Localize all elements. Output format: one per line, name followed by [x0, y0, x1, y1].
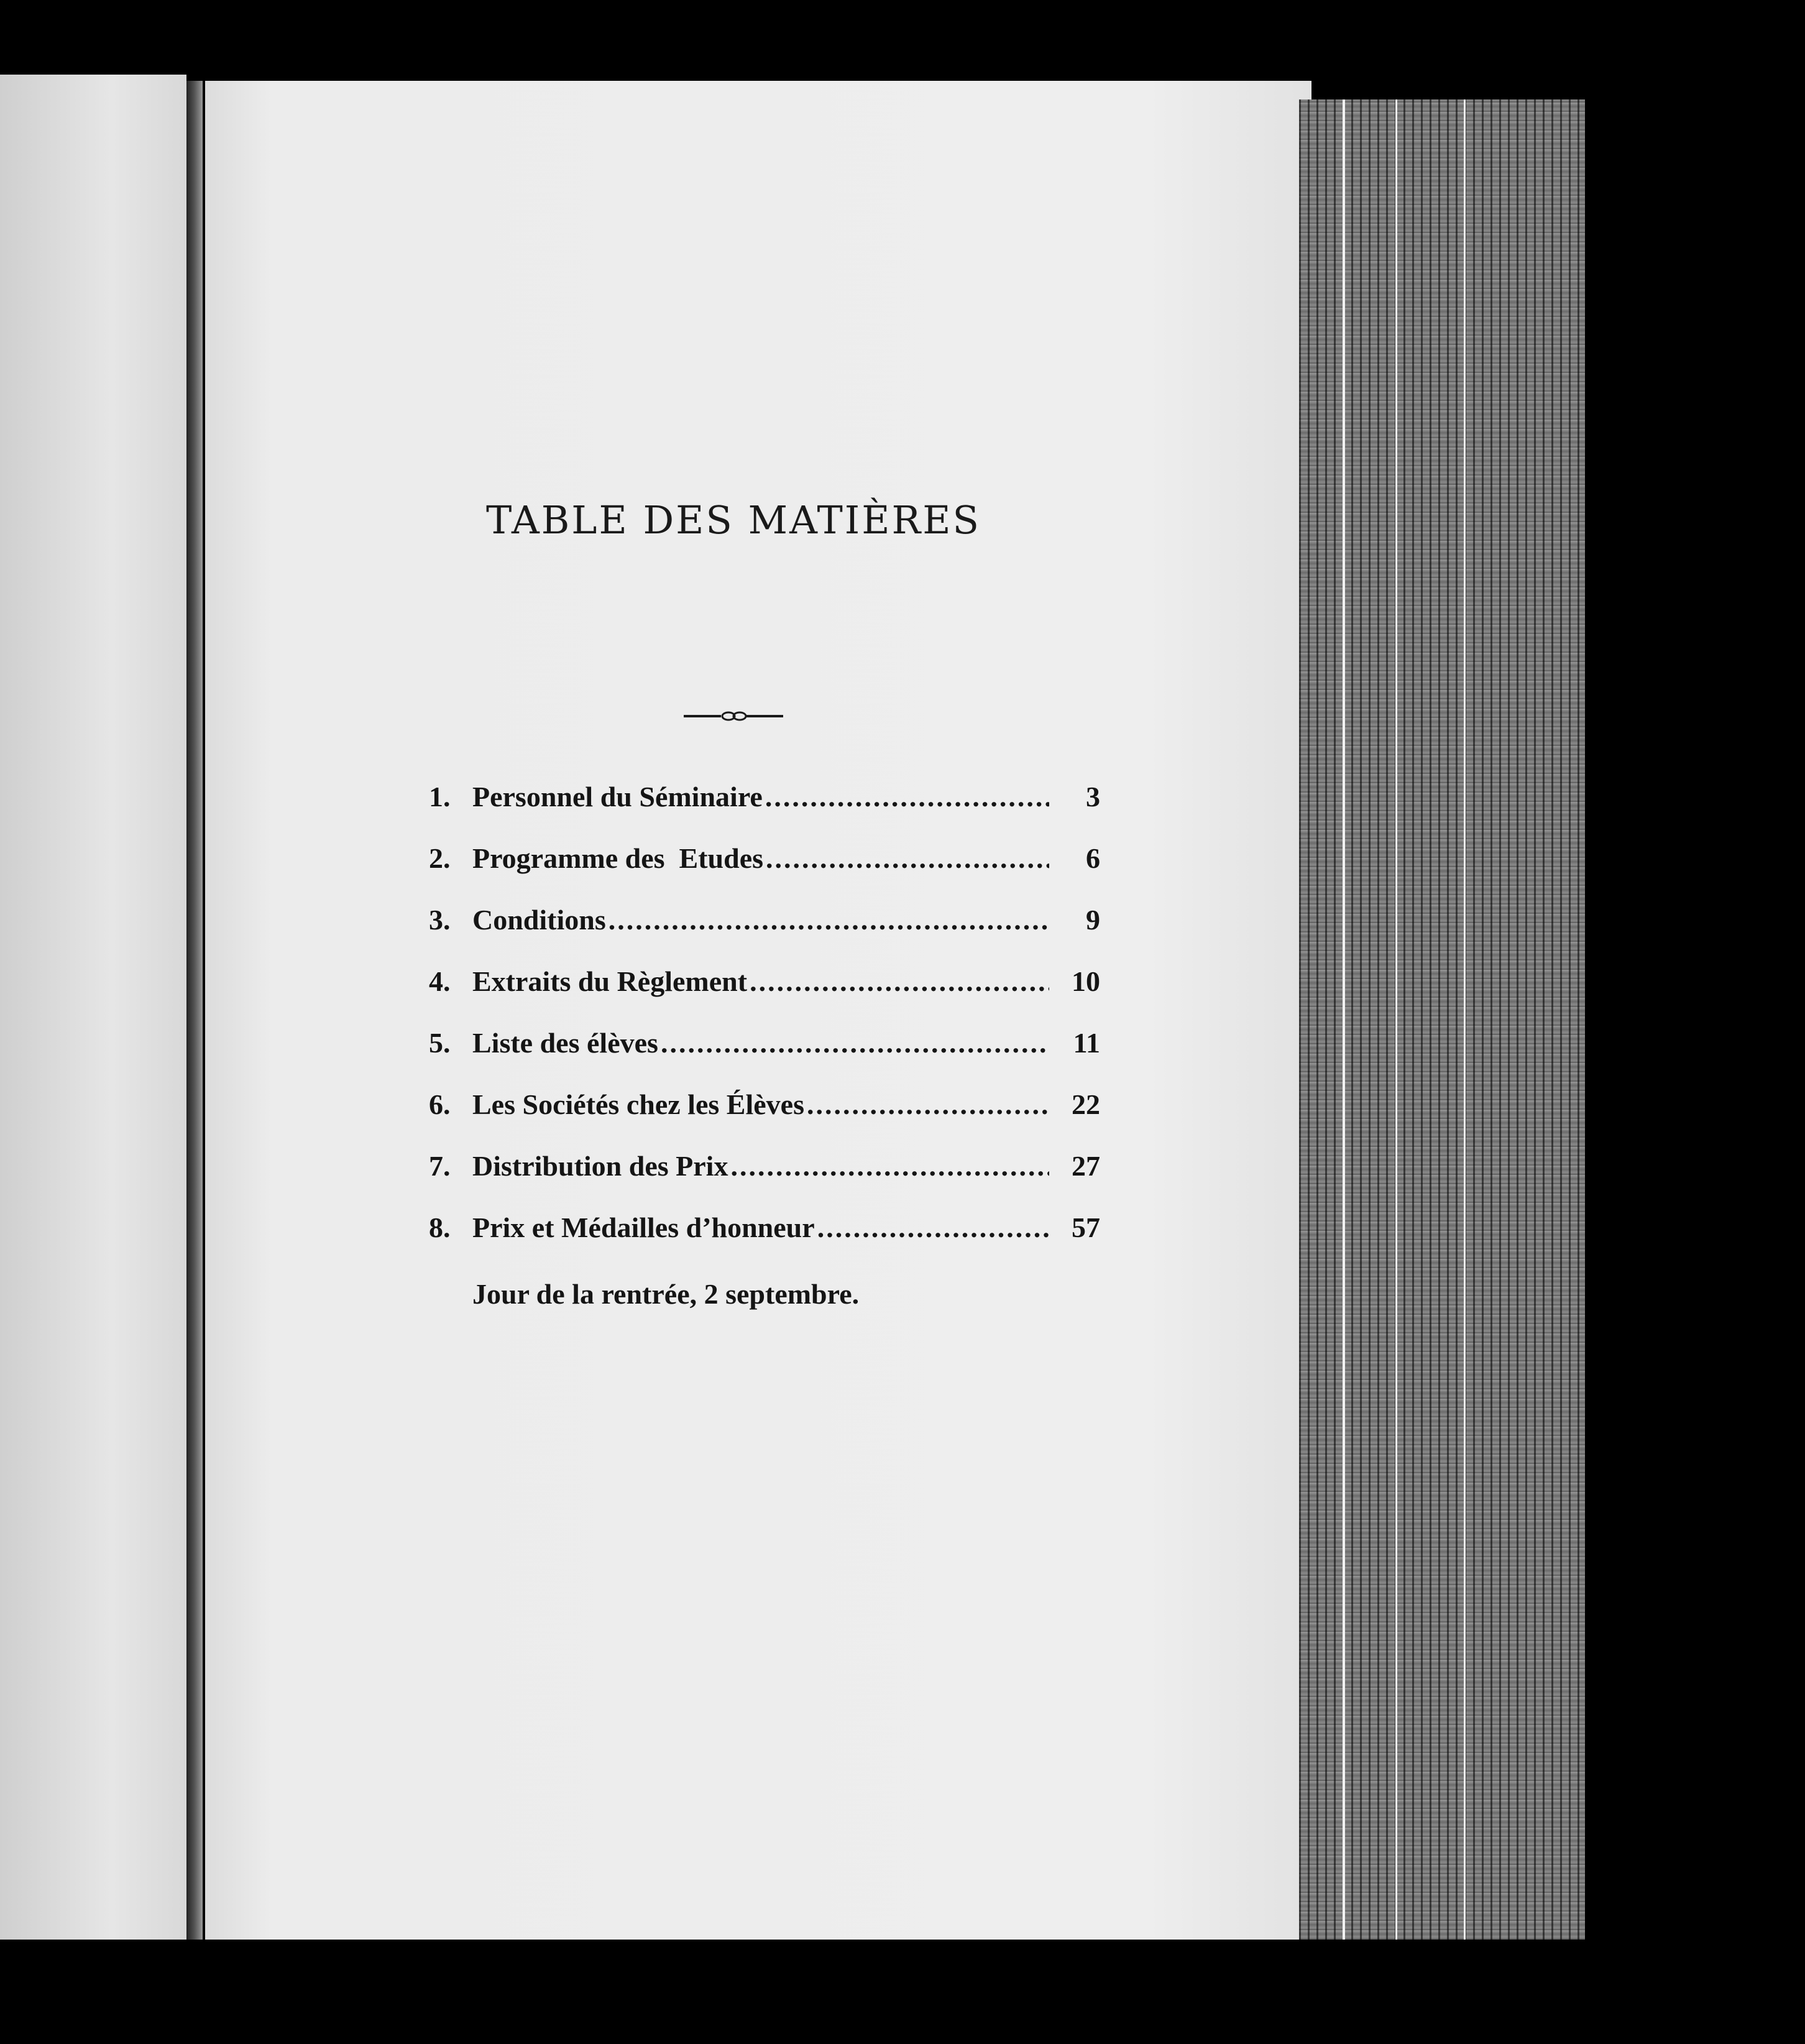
toc-page: 22	[1072, 1089, 1100, 1120]
reopening-note: Jour de la rentrée, 2 septembre.	[472, 1278, 860, 1310]
toc-label: Programme des Etudes	[472, 842, 764, 874]
toc-page: 9	[1086, 904, 1100, 936]
toc-entry	[429, 903, 1100, 965]
toc-leader	[817, 1211, 1049, 1244]
toc-page: 27	[1072, 1150, 1100, 1182]
page-edge-line	[1343, 99, 1345, 1940]
ornament-divider	[684, 709, 783, 724]
toc-page: 11	[1073, 1027, 1100, 1059]
table-of-contents	[429, 780, 1100, 1273]
toc-entry	[429, 1149, 1100, 1211]
toc-number: 5.	[429, 1027, 451, 1059]
toc-number: 1.	[429, 781, 451, 813]
toc-leader	[661, 1026, 1049, 1059]
toc-entry	[429, 842, 1100, 903]
toc-leader	[766, 842, 1049, 875]
toc-entry	[429, 965, 1100, 1026]
toc-leader	[609, 903, 1049, 936]
page-title: TABLE DES MATIÈRES	[486, 497, 981, 543]
toc-number: 6.	[429, 1089, 451, 1120]
toc-label: Personnel du Séminaire	[472, 781, 763, 813]
toc-label: Liste des élèves	[472, 1027, 658, 1059]
toc-entry	[429, 1088, 1100, 1149]
page-edge-line	[1395, 99, 1397, 1940]
toc-number: 4.	[429, 965, 451, 997]
toc-label: Extraits du Règlement	[472, 965, 748, 997]
toc-leader	[765, 780, 1049, 813]
toc-number: 8.	[429, 1212, 451, 1243]
toc-number: 7.	[429, 1150, 451, 1182]
toc-page: 10	[1072, 965, 1100, 997]
page-edges	[1299, 99, 1585, 1940]
toc-number: 2.	[429, 842, 451, 874]
toc-entry	[429, 1026, 1100, 1088]
book-gutter	[186, 81, 203, 1940]
toc-leader	[750, 965, 1049, 998]
toc-page: 57	[1072, 1212, 1100, 1243]
page-edge-line	[1464, 99, 1466, 1940]
toc-leader	[730, 1149, 1049, 1182]
left-page	[0, 75, 186, 1940]
toc-entry	[429, 780, 1100, 842]
toc-page: 6	[1086, 842, 1100, 874]
toc-leader	[807, 1088, 1049, 1121]
toc-label: Les Sociétés chez les Élèves	[472, 1089, 804, 1120]
toc-label: Conditions	[472, 904, 606, 936]
toc-label: Distribution des Prix	[472, 1150, 728, 1182]
toc-label: Prix et Médailles d’honneur	[472, 1212, 815, 1243]
toc-entry	[429, 1211, 1100, 1273]
toc-number: 3.	[429, 904, 451, 936]
toc-page: 3	[1086, 781, 1100, 813]
